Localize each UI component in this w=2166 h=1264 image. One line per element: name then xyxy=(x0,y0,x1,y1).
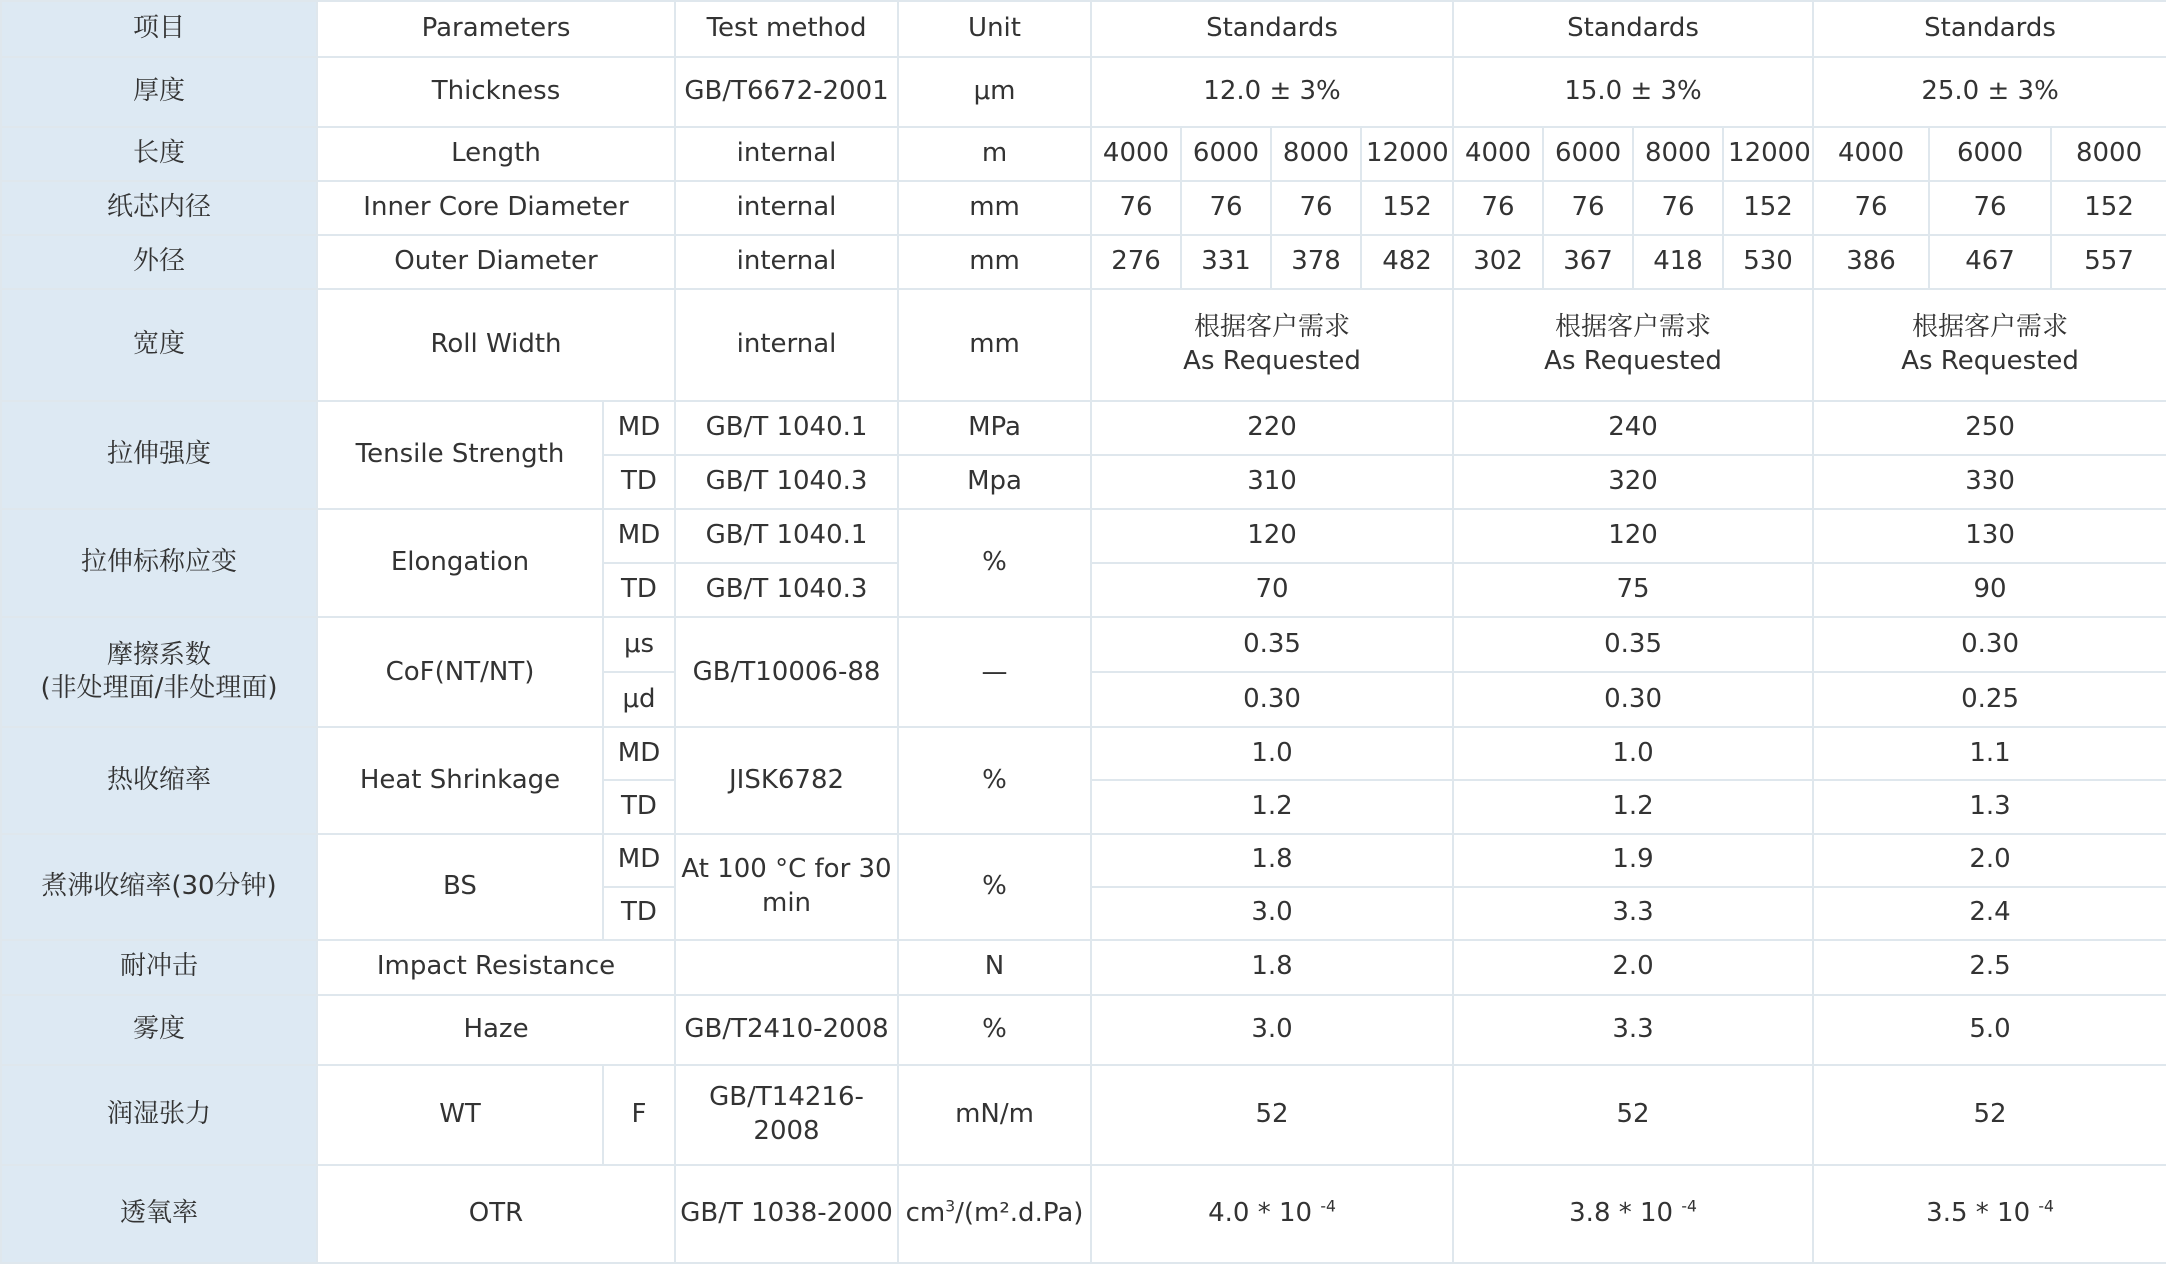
otr-method: GB/T 1038-2000 xyxy=(675,1165,898,1263)
otr-value-1 xyxy=(1091,1165,1453,1263)
roll-width-zh: 宽度 xyxy=(1,289,317,401)
thickness-en: Thickness xyxy=(317,57,675,127)
length-value: 4000 xyxy=(1813,127,1929,181)
elongation-td-value-1: 70 xyxy=(1091,563,1453,617)
thickness-zh: 厚度 xyxy=(1,57,317,127)
length-unit: m xyxy=(898,127,1091,181)
heat-shrinkage-unit: % xyxy=(898,727,1091,833)
outer-diameter-value: 378 xyxy=(1271,235,1361,289)
heat-shrinkage-method: JISK6782 xyxy=(675,727,898,833)
roll-width-value-zh: 根据客户需求 xyxy=(1194,312,1351,343)
bs-td-value-3: 2.4 xyxy=(1813,887,2166,940)
roll-width-value-zh: 根据客户需求 xyxy=(1555,312,1712,343)
bs-md-value-2: 1.9 xyxy=(1453,834,1813,887)
roll-width-method: internal xyxy=(675,289,898,401)
cof-us-row xyxy=(1,617,2166,672)
otr-zh: 透氧率 xyxy=(1,1165,317,1263)
otr-value-exp: -4 xyxy=(1681,1197,1697,1216)
outer-diameter-value: 418 xyxy=(1633,235,1723,289)
inner-core-value: 152 xyxy=(1723,181,1813,235)
tensile-md-row xyxy=(1,401,2166,455)
outer-diameter-value: 482 xyxy=(1361,235,1453,289)
inner-core-value: 76 xyxy=(1181,181,1271,235)
header-standards-2: Standards xyxy=(1453,1,1813,57)
cof-ud-value-3: 0.25 xyxy=(1813,672,2166,727)
bs-md-row xyxy=(1,834,2166,887)
otr-value-exp: -4 xyxy=(2038,1197,2054,1216)
cof-ud-dir: μd xyxy=(603,672,675,727)
otr-value-2 xyxy=(1453,1165,1813,1263)
tensile-md-value-1: 220 xyxy=(1091,401,1453,455)
outer-diameter-en: Outer Diameter xyxy=(317,235,675,289)
heat-shrinkage-td-value-3: 1.3 xyxy=(1813,780,2166,833)
length-value: 6000 xyxy=(1543,127,1633,181)
elongation-md-value-3: 130 xyxy=(1813,509,2166,563)
inner-core-value: 152 xyxy=(2051,181,2166,235)
heat-shrinkage-td-value-1: 1.2 xyxy=(1091,780,1453,833)
elongation-md-method: GB/T 1040.1 xyxy=(675,509,898,563)
header-test-method: Test method xyxy=(675,1,898,57)
inner-core-value: 76 xyxy=(1091,181,1181,235)
elongation-md-value-2: 120 xyxy=(1453,509,1813,563)
roll-width-en: Roll Width xyxy=(317,289,675,401)
haze-value-2: 3.3 xyxy=(1453,995,1813,1065)
wt-unit: mN/m xyxy=(898,1065,1091,1165)
heat-shrinkage-zh: 热收缩率 xyxy=(1,727,317,833)
tensile-md-value-2: 240 xyxy=(1453,401,1813,455)
cof-zh xyxy=(1,617,317,727)
wt-row xyxy=(1,1065,2166,1165)
inner-core-value: 76 xyxy=(1543,181,1633,235)
inner-core-unit: mm xyxy=(898,181,1091,235)
otr-value-exp: -4 xyxy=(1320,1197,1336,1216)
elongation-td-method: GB/T 1040.3 xyxy=(675,563,898,617)
tensile-td-value-2: 320 xyxy=(1453,455,1813,509)
wt-value-1: 52 xyxy=(1091,1065,1453,1165)
cof-us-value-1: 0.35 xyxy=(1091,617,1453,672)
cof-zh-line1: 摩擦系数 xyxy=(106,639,211,670)
impact-value-2: 2.0 xyxy=(1453,940,1813,995)
outer-diameter-value: 530 xyxy=(1723,235,1813,289)
length-value: 8000 xyxy=(1271,127,1361,181)
length-value: 6000 xyxy=(1181,127,1271,181)
thickness-value-1: 12.0 ± 3% xyxy=(1091,57,1453,127)
heat-shrinkage-en: Heat Shrinkage xyxy=(317,727,603,833)
header-item: 项目 xyxy=(1,1,317,57)
otr-unit-sup: 3 xyxy=(945,1197,956,1216)
inner-core-value: 76 xyxy=(1929,181,2051,235)
tensile-zh: 拉伸强度 xyxy=(1,401,317,509)
length-value: 6000 xyxy=(1929,127,2051,181)
tensile-td-unit: Mpa xyxy=(898,455,1091,509)
wt-value-3: 52 xyxy=(1813,1065,2166,1165)
tensile-en: Tensile Strength xyxy=(317,401,603,509)
otr-value-base: 4.0 * 10 xyxy=(1208,1197,1313,1228)
outer-diameter-value: 331 xyxy=(1181,235,1271,289)
wt-method: GB/T14216-2008 xyxy=(675,1065,898,1165)
otr-row xyxy=(1,1165,2166,1263)
outer-diameter-row xyxy=(1,235,2166,289)
bs-md-dir: MD xyxy=(603,834,675,887)
elongation-md-row xyxy=(1,509,2166,563)
tensile-td-value-1: 310 xyxy=(1091,455,1453,509)
length-value: 8000 xyxy=(1633,127,1723,181)
roll-width-value-1 xyxy=(1091,289,1453,401)
elongation-md-dir: MD xyxy=(603,509,675,563)
length-value: 12000 xyxy=(1723,127,1813,181)
otr-value-base: 3.5 * 10 xyxy=(1926,1197,2031,1228)
impact-zh: 耐冲击 xyxy=(1,940,317,995)
length-en: Length xyxy=(317,127,675,181)
header-standards-1: Standards xyxy=(1091,1,1453,57)
cof-us-value-2: 0.35 xyxy=(1453,617,1813,672)
heat-shrinkage-md-value-2: 1.0 xyxy=(1453,727,1813,780)
cof-en: CoF(NT/NT) xyxy=(317,617,603,727)
bs-td-value-1: 3.0 xyxy=(1091,887,1453,940)
cof-method: GB/T10006-88 xyxy=(675,617,898,727)
inner-core-value: 76 xyxy=(1271,181,1361,235)
inner-core-method: internal xyxy=(675,181,898,235)
inner-core-value: 76 xyxy=(1453,181,1543,235)
elongation-td-value-2: 75 xyxy=(1453,563,1813,617)
elongation-td-value-3: 90 xyxy=(1813,563,2166,617)
haze-zh: 雾度 xyxy=(1,995,317,1065)
bs-md-value-3: 2.0 xyxy=(1813,834,2166,887)
length-zh: 长度 xyxy=(1,127,317,181)
outer-diameter-value: 386 xyxy=(1813,235,1929,289)
cof-ud-value-1: 0.30 xyxy=(1091,672,1453,727)
cof-zh-line2: (非处理面/非处理面) xyxy=(40,673,278,704)
inner-core-value: 76 xyxy=(1633,181,1723,235)
bs-en: BS xyxy=(317,834,603,940)
impact-unit: N xyxy=(898,940,1091,995)
roll-width-value-zh: 根据客户需求 xyxy=(1912,312,2069,343)
thickness-unit: μm xyxy=(898,57,1091,127)
impact-value-3: 2.5 xyxy=(1813,940,2166,995)
roll-width-value-2 xyxy=(1453,289,1813,401)
otr-en: OTR xyxy=(317,1165,675,1263)
thickness-value-2: 15.0 ± 3% xyxy=(1453,57,1813,127)
heat-shrinkage-md-dir: MD xyxy=(603,727,675,780)
heat-shrinkage-md-row xyxy=(1,727,2166,780)
impact-row xyxy=(1,940,2166,995)
heat-shrinkage-td-value-2: 1.2 xyxy=(1453,780,1813,833)
wt-dir: F xyxy=(603,1065,675,1165)
bs-unit: % xyxy=(898,834,1091,940)
inner-core-row xyxy=(1,181,2166,235)
otr-value-base: 3.8 * 10 xyxy=(1569,1197,1674,1228)
impact-method xyxy=(675,940,898,995)
elongation-unit: % xyxy=(898,509,1091,617)
length-value: 4000 xyxy=(1453,127,1543,181)
length-value: 12000 xyxy=(1361,127,1453,181)
outer-diameter-method: internal xyxy=(675,235,898,289)
cof-us-value-3: 0.30 xyxy=(1813,617,2166,672)
bs-td-value-2: 3.3 xyxy=(1453,887,1813,940)
bs-td-dir: TD xyxy=(603,887,675,940)
roll-width-value-3 xyxy=(1813,289,2166,401)
length-value: 8000 xyxy=(2051,127,2166,181)
tensile-md-value-3: 250 xyxy=(1813,401,2166,455)
tensile-td-dir: TD xyxy=(603,455,675,509)
inner-core-en: Inner Core Diameter xyxy=(317,181,675,235)
elongation-md-value-1: 120 xyxy=(1091,509,1453,563)
haze-unit: % xyxy=(898,995,1091,1065)
header-row xyxy=(1,1,2166,57)
heat-shrinkage-td-dir: TD xyxy=(603,780,675,833)
haze-value-1: 3.0 xyxy=(1091,995,1453,1065)
bs-zh: 煮沸收缩率(30分钟) xyxy=(1,834,317,940)
tensile-md-method: GB/T 1040.1 xyxy=(675,401,898,455)
haze-method: GB/T2410-2008 xyxy=(675,995,898,1065)
cof-unit: — xyxy=(898,617,1091,727)
wt-value-2: 52 xyxy=(1453,1065,1813,1165)
outer-diameter-value: 302 xyxy=(1453,235,1543,289)
wt-en: WT xyxy=(317,1065,603,1165)
header-unit: Unit xyxy=(898,1,1091,57)
roll-width-unit: mm xyxy=(898,289,1091,401)
roll-width-row xyxy=(1,289,2166,401)
otr-value-3 xyxy=(1813,1165,2166,1263)
heat-shrinkage-md-value-1: 1.0 xyxy=(1091,727,1453,780)
outer-diameter-value: 276 xyxy=(1091,235,1181,289)
haze-row xyxy=(1,995,2166,1065)
header-standards-3: Standards xyxy=(1813,1,2166,57)
length-method: internal xyxy=(675,127,898,181)
elongation-en: Elongation xyxy=(317,509,603,617)
thickness-row xyxy=(1,57,2166,127)
roll-width-value-en: As Requested xyxy=(1901,346,2079,377)
outer-diameter-value: 467 xyxy=(1929,235,2051,289)
tensile-td-method: GB/T 1040.3 xyxy=(675,455,898,509)
heat-shrinkage-md-value-3: 1.1 xyxy=(1813,727,2166,780)
elongation-td-dir: TD xyxy=(603,563,675,617)
length-row xyxy=(1,127,2166,181)
outer-diameter-unit: mm xyxy=(898,235,1091,289)
length-value: 4000 xyxy=(1091,127,1181,181)
otr-unit-base: cm xyxy=(905,1197,946,1228)
thickness-method: GB/T6672-2001 xyxy=(675,57,898,127)
impact-value-1: 1.8 xyxy=(1091,940,1453,995)
otr-unit-rest: /(m².d.Pa) xyxy=(955,1197,1084,1228)
haze-value-3: 5.0 xyxy=(1813,995,2166,1065)
tensile-td-value-3: 330 xyxy=(1813,455,2166,509)
roll-width-value-en: As Requested xyxy=(1183,346,1361,377)
bs-method: At 100 °C for 30 min xyxy=(675,834,898,940)
wt-zh: 润湿张力 xyxy=(1,1065,317,1165)
thickness-value-3: 25.0 ± 3% xyxy=(1813,57,2166,127)
impact-en: Impact Resistance xyxy=(317,940,675,995)
bs-md-value-1: 1.8 xyxy=(1091,834,1453,887)
outer-diameter-value: 557 xyxy=(2051,235,2166,289)
tensile-md-dir: MD xyxy=(603,401,675,455)
roll-width-value-en: As Requested xyxy=(1544,346,1722,377)
otr-unit xyxy=(898,1165,1091,1263)
cof-us-dir: μs xyxy=(603,617,675,672)
inner-core-zh: 纸芯内径 xyxy=(1,181,317,235)
header-parameters: Parameters xyxy=(317,1,675,57)
cof-ud-value-2: 0.30 xyxy=(1453,672,1813,727)
haze-en: Haze xyxy=(317,995,675,1065)
inner-core-value: 152 xyxy=(1361,181,1453,235)
tensile-md-unit: MPa xyxy=(898,401,1091,455)
elongation-zh: 拉伸标称应变 xyxy=(1,509,317,617)
outer-diameter-value: 367 xyxy=(1543,235,1633,289)
outer-diameter-zh: 外径 xyxy=(1,235,317,289)
inner-core-value: 76 xyxy=(1813,181,1929,235)
